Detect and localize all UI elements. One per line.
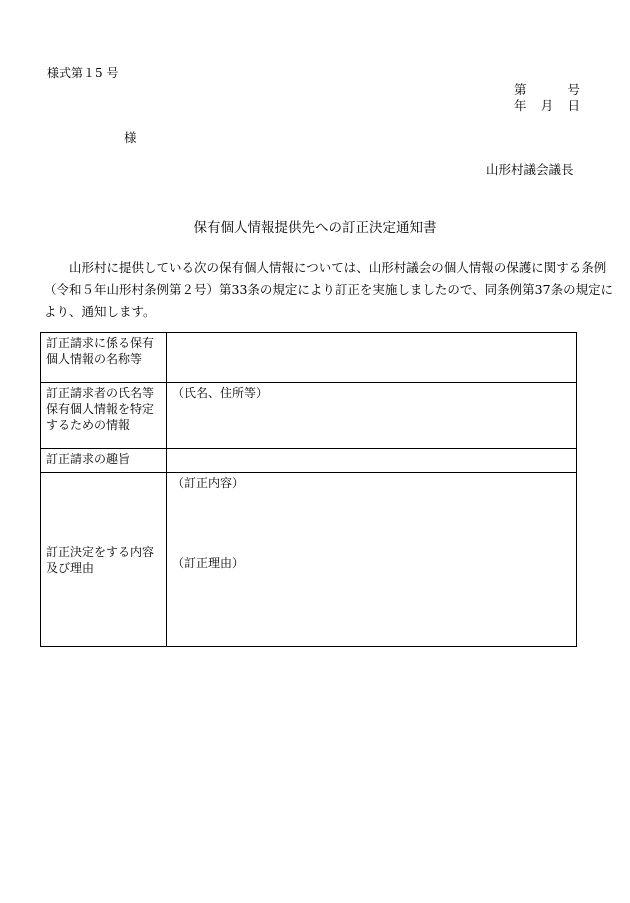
body-line-1: 山形村に提供している次の保有個人情報については、山形村議会の個人情報の保護に関する条例 bbox=[69, 260, 607, 275]
row-label-request-purpose: 訂正請求の趣旨 bbox=[41, 449, 167, 473]
requester-note: （氏名、住所等） bbox=[172, 386, 269, 400]
number-suffix: 号 bbox=[567, 82, 580, 97]
body-line-2: （令和５年山形村条例第２号）第33条の規定により訂正を実施しましたので、同条例第37条の規定に bbox=[44, 282, 614, 297]
document-title: 保有個人情報提供先への訂正決定通知書 bbox=[193, 220, 437, 236]
date-month: 月 bbox=[540, 98, 554, 113]
info-table bbox=[40, 332, 577, 647]
row-label-decision: 訂正決定をする内容及び理由 bbox=[41, 473, 167, 647]
sender: 山形村議会議長 bbox=[486, 162, 574, 177]
row-label-item-name: 訂正請求に係る保有個人情報の名称等 bbox=[41, 333, 167, 383]
number-prefix: 第 bbox=[514, 82, 527, 97]
row-value-item-name bbox=[167, 333, 577, 383]
addressee: 様 bbox=[124, 130, 137, 145]
table-row bbox=[41, 383, 577, 449]
date-year: 年 bbox=[514, 98, 527, 113]
row-value-requester-info bbox=[167, 383, 577, 449]
body-text bbox=[44, 257, 614, 323]
date-line bbox=[514, 96, 580, 114]
correction-content-note: （訂正内容） bbox=[172, 476, 245, 490]
row-value-decision bbox=[167, 473, 577, 647]
date-day: 日 bbox=[567, 98, 580, 113]
table-row bbox=[41, 473, 577, 647]
body-line-3: より、通知します。 bbox=[44, 304, 156, 319]
row-value-request-purpose bbox=[167, 449, 577, 473]
correction-reason-note: （訂正理由） bbox=[172, 556, 245, 570]
form-number: 様式第１5 号 bbox=[47, 66, 119, 80]
table-row bbox=[41, 333, 577, 383]
row-label-requester-info: 訂正請求者の氏名等保有個人情報を特定するための情報 bbox=[41, 383, 167, 449]
table-row bbox=[41, 449, 577, 473]
